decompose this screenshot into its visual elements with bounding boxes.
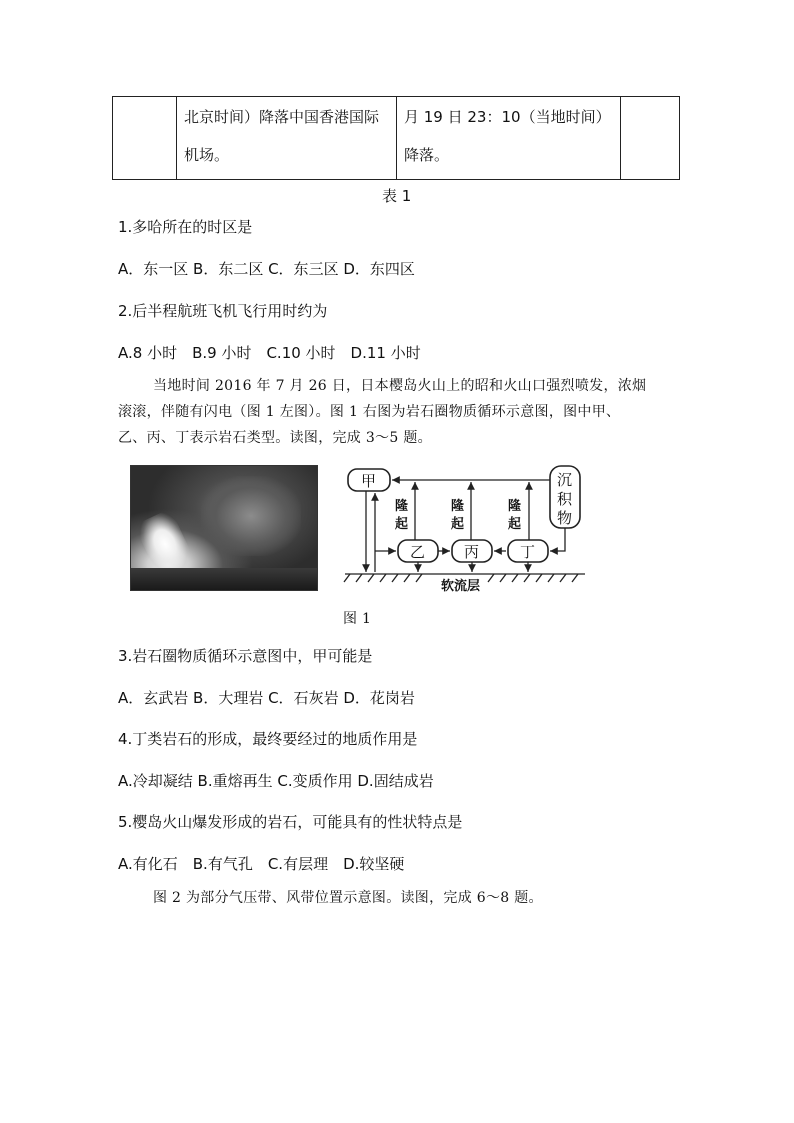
uplift-label: 隆 <box>451 499 465 514</box>
table-divider <box>176 97 177 179</box>
passage-line: 滚滚，伴随有闪电（图 1 左图）。图 1 右图为岩石圈物质循环示意图，图中甲、 <box>118 404 621 420</box>
passage-line: 图 2 为部分气压带、风带位置示意图。读图，完成 6～8 题。 <box>153 890 543 906</box>
arrow-sediment-ding <box>550 528 565 551</box>
asthenosphere-label: 软流层 <box>441 579 481 594</box>
question-options: A．玄武岩 B．大理岩 C．石灰岩 D．花岗岩 <box>118 689 415 707</box>
uplift-label: 起 <box>451 517 465 532</box>
rock-label-jia: 甲 <box>361 472 377 490</box>
volcano-eruption-photo <box>130 465 318 591</box>
question-options: A.冷却凝结 B.重熔再生 C.变质作用 D.固结成岩 <box>118 772 434 790</box>
rock-label-bing: 丙 <box>464 543 480 561</box>
question-options: A.有化石 B.有气孔 C.有层理 D.较坚硬 <box>118 855 405 873</box>
sediment-label: 积 <box>557 490 573 508</box>
question-options: A.8 小时 B.9 小时 C.10 小时 D.11 小时 <box>118 344 421 362</box>
table-cell-text: 北京时间）降落中国香港国际 <box>184 108 380 126</box>
rock-label-yi: 乙 <box>410 543 426 561</box>
sediment-label: 物 <box>557 509 573 527</box>
table-cell-text: 机场。 <box>184 146 230 164</box>
question-stem: 4.丁类岩石的形成，最终要经过的地质作用是 <box>118 730 418 748</box>
table-divider <box>396 97 397 179</box>
uplift-label: 起 <box>508 517 522 532</box>
uplift-label: 起 <box>395 517 409 532</box>
ground-silhouette <box>131 568 317 590</box>
sediment-label: 沉 <box>557 471 573 489</box>
table-caption: 表 1 <box>382 187 412 205</box>
question-stem: 1.多哈所在的时区是 <box>118 218 253 236</box>
rock-label-ding: 丁 <box>520 543 536 561</box>
question-stem: 3.岩石圈物质循环示意图中，甲可能是 <box>118 647 373 665</box>
table-cell-text: 降落。 <box>404 146 450 164</box>
passage-line: 乙、丙、丁表示岩石类型。读图，完成 3～5 题。 <box>118 430 432 446</box>
smoke-plume <box>201 476 301 556</box>
question-stem: 2.后半程航班飞机飞行用时约为 <box>118 302 328 320</box>
table-cell-text: 月 19 日 23：10（当地时间） <box>404 108 611 126</box>
flight-table-fragment <box>112 96 680 180</box>
uplift-label: 隆 <box>395 499 409 514</box>
rock-cycle-diagram <box>340 460 590 595</box>
question-stem: 5.樱岛火山爆发形成的岩石，可能具有的性状特点是 <box>118 813 463 831</box>
uplift-label: 隆 <box>508 499 522 514</box>
question-options: A．东一区 B．东二区 C．东三区 D．东四区 <box>118 260 415 278</box>
figure-caption: 图 1 <box>343 611 372 627</box>
passage-line: 当地时间 2016 年 7 月 26 日，日本樱岛火山上的昭和火山口强烈喷发，浓烟 <box>153 378 647 394</box>
table-divider <box>620 97 621 179</box>
